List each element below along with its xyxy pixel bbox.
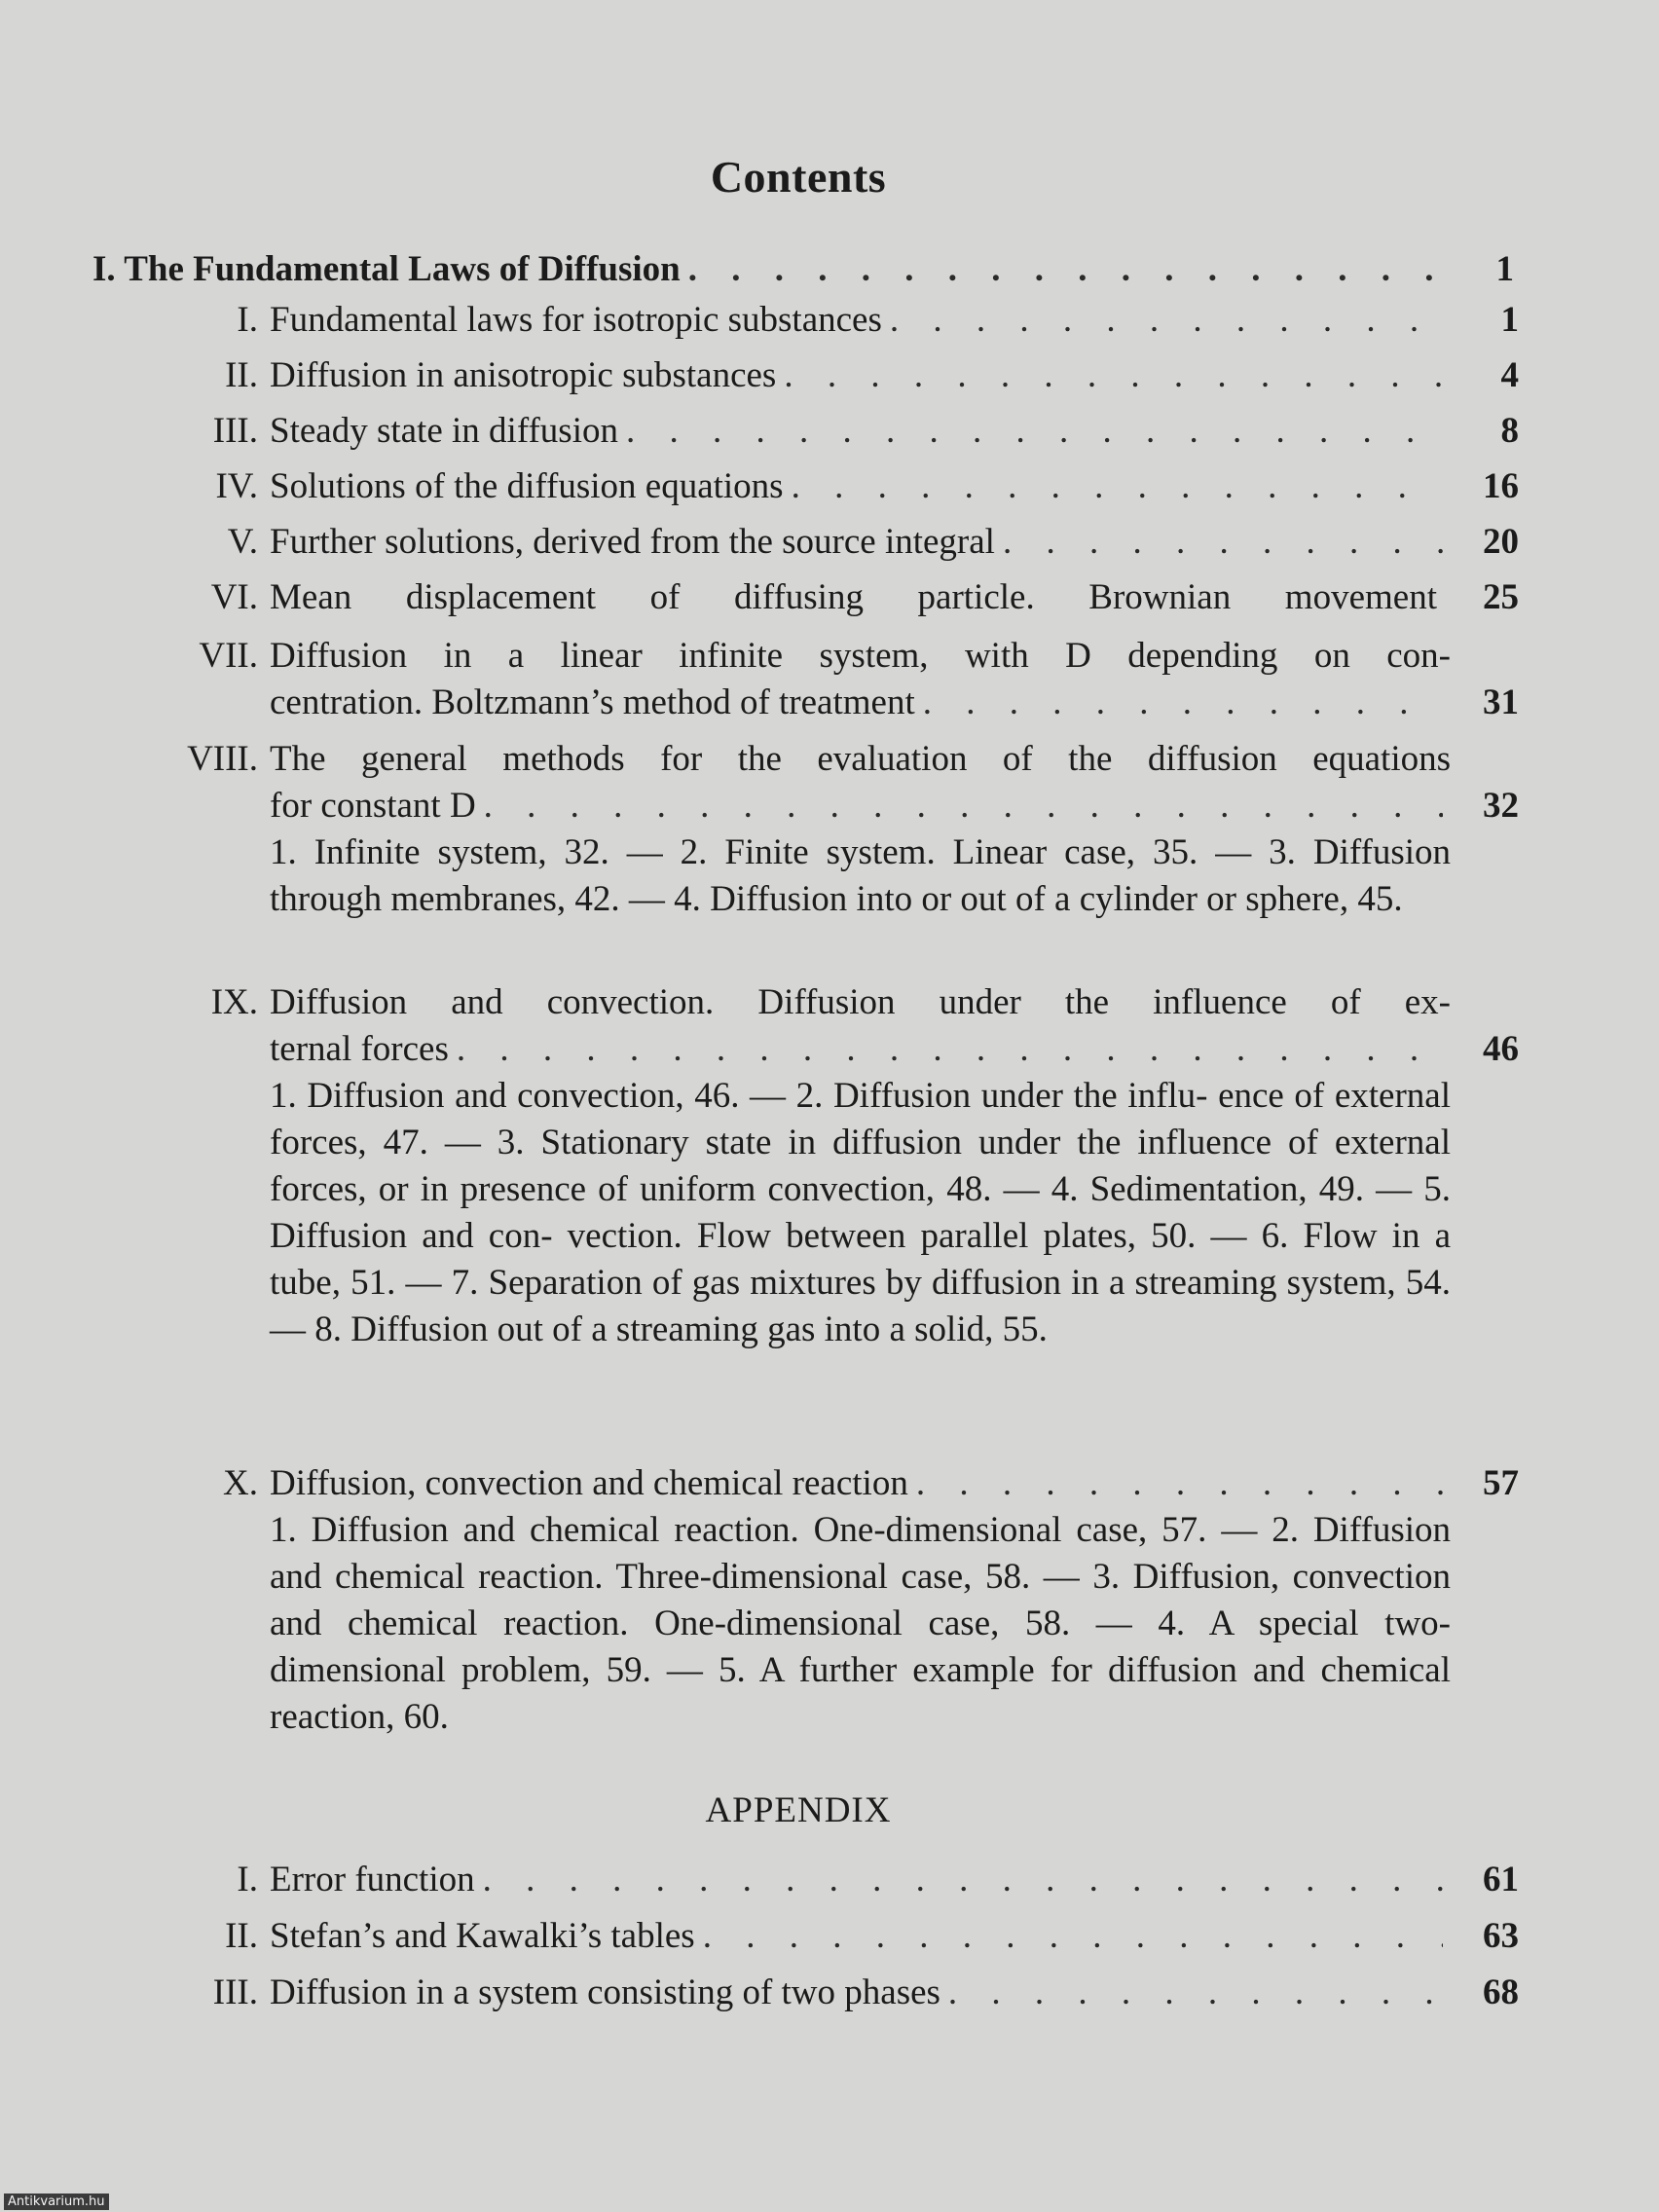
entry-number: IV. xyxy=(215,466,258,506)
leader-dots xyxy=(483,1857,1443,1903)
toc-entry-v xyxy=(136,519,1519,566)
leader-dots xyxy=(484,783,1443,830)
entry-title: Diffusion in anisotropic substances xyxy=(270,355,777,395)
entry-title-line-2: centration. Boltzmann’s method of treatment xyxy=(270,682,915,722)
entry-title: Error function xyxy=(270,1860,475,1899)
entry-page: 46 xyxy=(1483,1029,1519,1069)
toc-entry-viii xyxy=(136,736,1519,923)
entry-title: Mean displacement of diffusing particle. Brownian movement xyxy=(270,577,1437,617)
entry-number: III. xyxy=(212,1972,258,2012)
entry-page: 1 xyxy=(1500,300,1519,340)
chapter-label: I. The Fundamental Laws of Diffusion xyxy=(92,249,681,289)
toc-entry-vii xyxy=(136,633,1519,726)
entry-number: I. xyxy=(237,300,258,340)
leader-dots xyxy=(1003,519,1443,566)
toc-entry-iii xyxy=(136,408,1519,455)
watermark: Antikvarium.hu xyxy=(4,2194,109,2210)
entry-number: VII. xyxy=(199,636,258,676)
entry-title-line-1: Diffusion in a linear infinite system, with D depending on con- xyxy=(270,636,1451,676)
entry-page: 57 xyxy=(1483,1463,1519,1503)
entry-number: VI. xyxy=(210,577,258,617)
entry-page: 20 xyxy=(1483,522,1519,562)
toc-entry-x xyxy=(136,1460,1519,1741)
entry-page: 16 xyxy=(1483,466,1519,506)
appendix-entry-ii xyxy=(136,1913,1519,1960)
entry-title: Further solutions, derived from the source integral xyxy=(270,522,995,562)
entry-page: 32 xyxy=(1483,786,1519,826)
entry-number: IX. xyxy=(210,982,258,1022)
entry-number: II. xyxy=(225,1916,258,1956)
entry-number: VIII. xyxy=(187,739,258,779)
entry-title-line-2: ternal forces xyxy=(270,1029,449,1069)
subsection-list: 1. Diffusion and convection, 46. — 2. Diffusion under the influ- ence of external forces, 47. — 3. Stationary state in diffusion under the influence of external forces, or in presence of uniform convection, 48. — 4. Sedimentation, 49. — 5. Diffusion and con- vection. Flow between parallel plates, 50. — 6. Flow in a tube, 51. — 7. Separation of gas mixtures by diffusion in a streaming system, 54. — 8. Diffusion out of a streaming gas into a solid, 55. xyxy=(270,1076,1451,1349)
leader-dots xyxy=(703,1913,1443,1960)
leader-dots xyxy=(784,352,1443,399)
subsection-list: 1. Infinite system, 32. — 2. Finite system. Linear case, 35. — 3. Diffusion through membranes, 42. — 4. Diffusion into or out of a cylinder or sphere, 45. xyxy=(270,832,1451,919)
leader-dots xyxy=(890,297,1443,344)
leader-dots xyxy=(688,248,1438,290)
leader-dots xyxy=(792,463,1443,510)
toc-entry-ii xyxy=(136,352,1519,399)
leader-dots xyxy=(626,408,1443,455)
entry-number: X. xyxy=(223,1463,258,1503)
toc-entry-iv xyxy=(136,463,1519,510)
entry-page: 31 xyxy=(1483,682,1519,722)
chapter-page: 1 xyxy=(1495,249,1514,289)
toc-entry-vi xyxy=(136,574,1519,621)
entry-page: 25 xyxy=(1483,577,1519,617)
leader-dots xyxy=(457,1026,1443,1073)
appendix-entry-iii xyxy=(136,1970,1519,2016)
entry-page: 61 xyxy=(1483,1860,1519,1899)
entry-title: Steady state in diffusion xyxy=(270,411,618,451)
appendix-heading: APPENDIX xyxy=(705,1790,892,1830)
entry-number: III. xyxy=(212,411,258,451)
entry-page: 63 xyxy=(1483,1916,1519,1956)
chapter-entry xyxy=(92,248,1514,290)
entry-number: II. xyxy=(225,355,258,395)
entry-page: 8 xyxy=(1500,411,1519,451)
appendix-entry-i xyxy=(136,1857,1519,1903)
entry-title: Fundamental laws for isotropic substances xyxy=(270,300,882,340)
entry-title: Stefan’s and Kawalki’s tables xyxy=(270,1916,695,1956)
toc-entry-ix xyxy=(136,979,1519,1353)
entry-title-line-2: for constant D xyxy=(270,786,476,826)
entry-page: 4 xyxy=(1500,355,1519,395)
subsection-list: 1. Diffusion and chemical reaction. One-dimensional case, 57. — 2. Diffusion and chemical reaction. Three-dimensional case, 58. — 3. Diffusion, convection and chemical reaction. One-dimensional case, 58. — 4. A special two-dimensional problem, 59. — 5. A further example for diffusion and chemical reaction, 60. xyxy=(270,1510,1451,1737)
entry-title: Solutions of the diffusion equations xyxy=(270,466,784,506)
entry-number: V. xyxy=(227,522,258,562)
leader-dots xyxy=(948,1970,1443,2016)
entry-title: Diffusion, convection and chemical reaction xyxy=(270,1463,908,1503)
entry-title: Diffusion in a system consisting of two phases xyxy=(270,1972,940,2012)
entry-page: 68 xyxy=(1483,1972,1519,2012)
page-title: Contents xyxy=(710,152,887,202)
leader-dots xyxy=(923,680,1443,726)
leader-dots xyxy=(916,1460,1443,1507)
toc-entry-i xyxy=(136,297,1519,344)
entry-title-line-1: Diffusion and convection. Diffusion under the influence of ex- xyxy=(270,982,1451,1022)
entry-number: I. xyxy=(237,1860,258,1899)
entry-title-line-1: The general methods for the evaluation of the diffusion equations xyxy=(270,739,1451,779)
